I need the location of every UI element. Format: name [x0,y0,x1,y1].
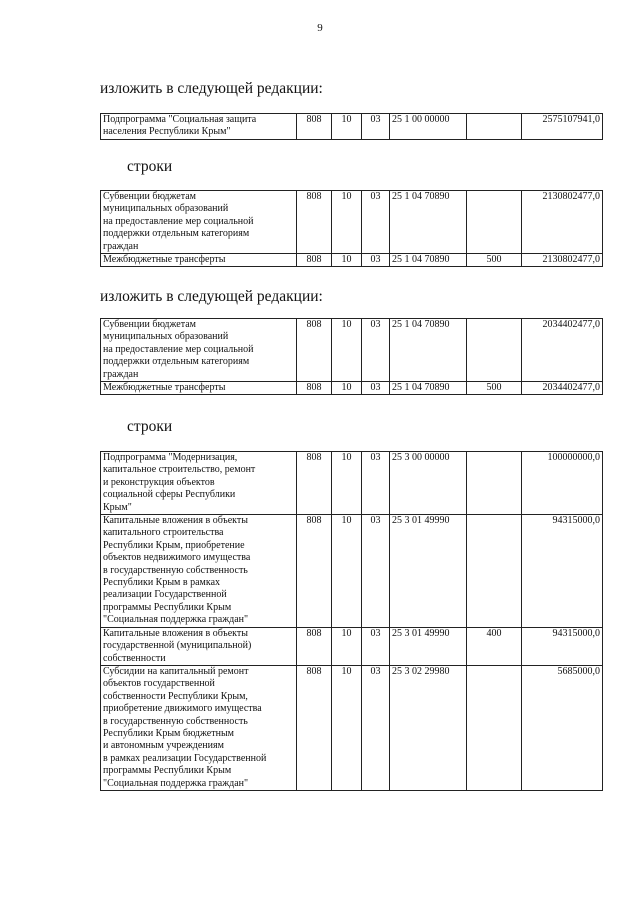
heading-amend-2: изложить в следующей редакции: [100,288,323,305]
row-expense-type [467,665,522,790]
row-subsection: 03 [362,665,390,790]
row-amount: 2034402477,0 [522,382,603,395]
row-name: Субсидии на капитальный ремонт объектов государственной собственности Республики Крым, приобретение движимого имущества в государственную собственность Республики Крым бюджетным и автономным учреждениям в рамках реализации Государственной программы Республики Крым "Социальная поддержка граждан" [101,665,297,790]
row-amount: 5685000,0 [522,665,603,790]
table-subventions-new [100,318,603,395]
table-row [101,627,603,665]
row-ministry-code: 808 [297,382,332,395]
row-ministry-code: 808 [297,627,332,665]
row-subsection: 03 [362,114,390,140]
row-subsection: 03 [362,515,390,628]
row-section: 10 [332,515,362,628]
row-subsection: 03 [362,254,390,267]
row-name: Подпрограмма "Социальная защита населения Республики Крым" [101,114,297,140]
row-section: 10 [332,627,362,665]
table-row [101,665,603,790]
row-name: Подпрограмма "Модернизация, капитальное строительство, ремонт и реконструкция объектов социальной сферы Республики Крым" [101,452,297,515]
row-subsection: 03 [362,319,390,382]
row-target-article: 25 1 04 70890 [390,319,467,382]
row-target-article: 25 1 04 70890 [390,382,467,395]
heading-rows-1: строки [127,158,173,175]
table-row [101,254,603,267]
row-name: Субвенции бюджетам муниципальных образований на предоставление мер социальной поддержки отдельным категориям граждан [101,191,297,254]
table-subprogram-social-protection [100,113,603,140]
row-ministry-code: 808 [297,191,332,254]
row-subsection: 03 [362,191,390,254]
row-expense-type [467,452,522,515]
row-section: 10 [332,452,362,515]
row-amount: 100000000,0 [522,452,603,515]
heading-rows-2: строки [127,418,173,435]
row-section: 10 [332,254,362,267]
row-target-article: 25 1 04 70890 [390,191,467,254]
row-section: 10 [332,382,362,395]
row-ministry-code: 808 [297,452,332,515]
row-subsection: 03 [362,452,390,515]
row-subsection: 03 [362,382,390,395]
row-ministry-code: 808 [297,515,332,628]
row-amount: 2034402477,0 [522,319,603,382]
table-row [101,382,603,395]
row-name: Капитальные вложения в объекты государственной (муниципальной) собственности [101,627,297,665]
row-amount: 94315000,0 [522,627,603,665]
row-target-article: 25 3 02 29980 [390,665,467,790]
row-expense-type [467,191,522,254]
row-expense-type: 500 [467,382,522,395]
row-name: Капитальные вложения в объекты капитального строительства Республики Крым, приобретение объектов недвижимого имущества в государственную собственность Республики Крым в рамках реализации Государственной программы Республики Крым "Социальная поддержка граждан" [101,515,297,628]
row-section: 10 [332,665,362,790]
row-section: 10 [332,319,362,382]
page-number: 9 [317,22,323,34]
row-expense-type [467,114,522,140]
row-target-article: 25 3 01 49990 [390,515,467,628]
row-name: Межбюджетные трансферты [101,254,297,267]
row-expense-type: 500 [467,254,522,267]
row-subsection: 03 [362,627,390,665]
row-section: 10 [332,191,362,254]
row-ministry-code: 808 [297,665,332,790]
row-amount: 2130802477,0 [522,191,603,254]
table-subventions-old [100,190,603,267]
table-row [101,191,603,254]
table-row [101,452,603,515]
row-name: Субвенции бюджетам муниципальных образований на предоставление мер социальной поддержки отдельным категориям граждан [101,319,297,382]
table-row [101,319,603,382]
row-target-article: 25 3 01 49990 [390,627,467,665]
row-name: Межбюджетные трансферты [101,382,297,395]
table-modernization [100,451,603,791]
row-ministry-code: 808 [297,319,332,382]
row-target-article: 25 3 00 00000 [390,452,467,515]
row-expense-type [467,319,522,382]
row-ministry-code: 808 [297,254,332,267]
row-target-article: 25 1 00 00000 [390,114,467,140]
row-expense-type: 400 [467,627,522,665]
table-row [101,114,603,140]
row-amount: 2575107941,0 [522,114,603,140]
row-target-article: 25 1 04 70890 [390,254,467,267]
table-row [101,515,603,628]
heading-amend-1: изложить в следующей редакции: [100,80,323,97]
row-amount: 2130802477,0 [522,254,603,267]
row-amount: 94315000,0 [522,515,603,628]
row-ministry-code: 808 [297,114,332,140]
row-section: 10 [332,114,362,140]
row-expense-type [467,515,522,628]
